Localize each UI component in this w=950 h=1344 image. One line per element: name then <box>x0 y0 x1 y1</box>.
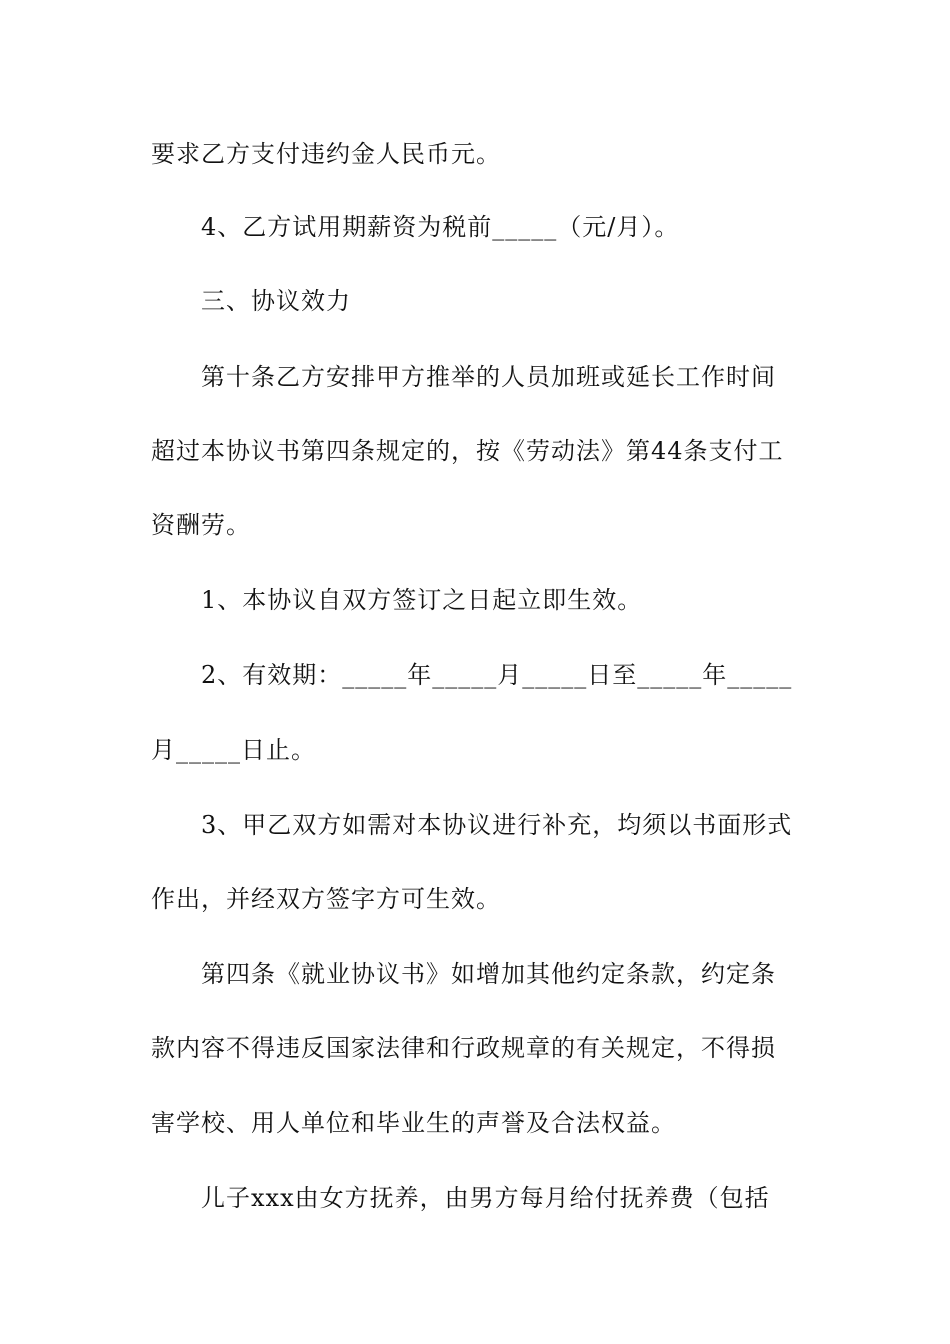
paragraph-line: 害学校、用人单位和毕业生的声誉及合法权益。 <box>151 1109 676 1137</box>
paragraph-line: 第十条乙方安排甲方推举的人员加班或延长工作时间 <box>201 363 776 391</box>
paragraph-line: 作出，并经双方签字方可生效。 <box>151 885 501 913</box>
paragraph-line: 月_____日止。 <box>151 736 316 764</box>
section-heading: 三、协议效力 <box>201 287 351 315</box>
paragraph-line: 超过本协议书第四条规定的，按《劳动法》第44条支付工 <box>151 437 784 465</box>
paragraph-line: 3、甲乙双方如需对本协议进行补充，均须以书面形式 <box>201 811 793 839</box>
paragraph-line: 款内容不得违反国家法律和行政规章的有关规定，不得损 <box>151 1034 776 1062</box>
paragraph-line: 资酬劳。 <box>151 511 251 539</box>
paragraph-line: 1、本协议自双方签订之日起立即生效。 <box>201 586 643 614</box>
paragraph-line: 2、有效期：_____年_____月_____日至_____年_____ <box>201 661 793 689</box>
paragraph-line: 第四条《就业协议书》如增加其他约定条款，约定条 <box>201 960 776 988</box>
paragraph-line: 儿子xxx由女方抚养，由男方每月给付抚养费（包括 <box>201 1184 770 1212</box>
paragraph-line: 4、乙方试用期薪资为税前_____（元/月）。 <box>201 213 680 241</box>
paragraph-line: 要求乙方支付违约金人民币元。 <box>151 140 501 168</box>
